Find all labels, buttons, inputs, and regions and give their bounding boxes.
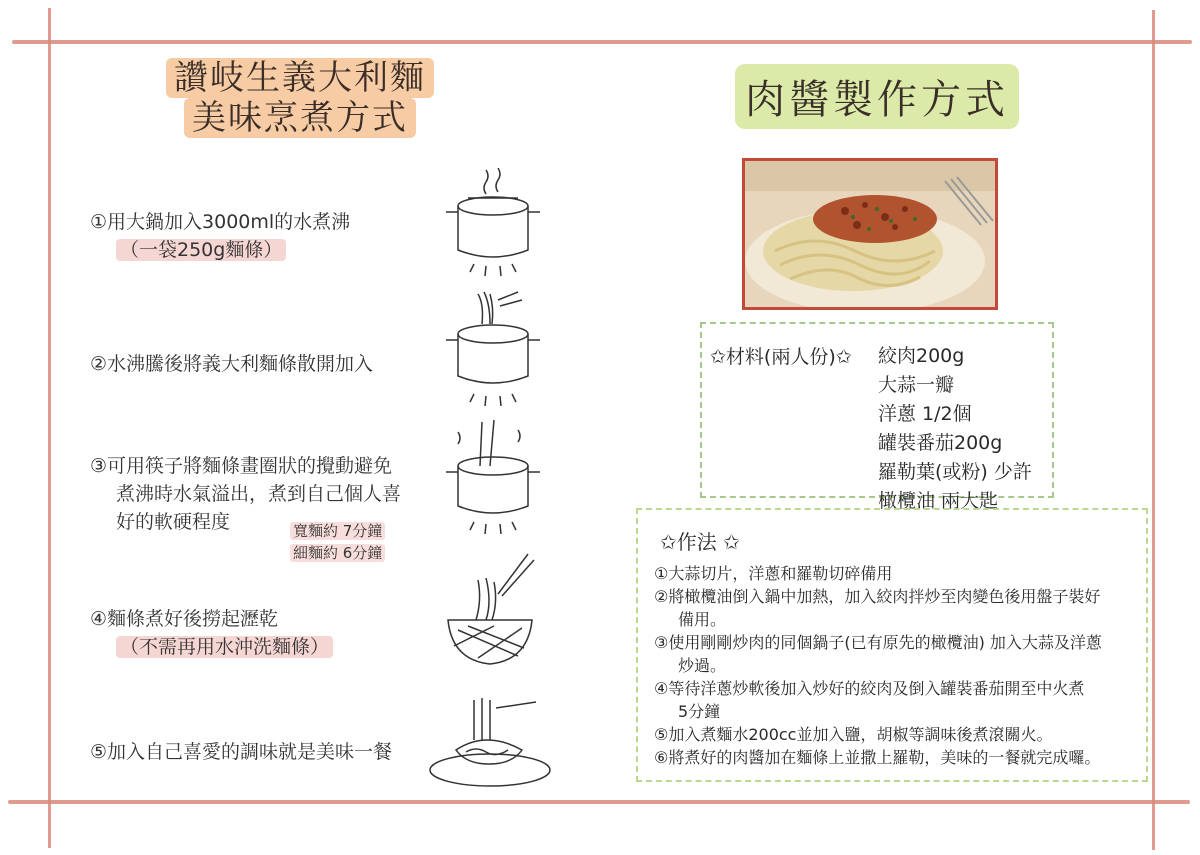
method-step-4-cont: 5分鐘 <box>678 702 721 721</box>
boiling-pot-icon <box>438 168 548 280</box>
step-1 <box>90 208 410 264</box>
frame-bottom-line <box>8 800 1190 804</box>
step-1-text: ①用大鍋加入3000ml的水煮沸 <box>90 211 351 233</box>
pot-with-chopsticks-icon <box>438 418 548 538</box>
step-5-text: ⑤加入自己喜愛的調味就是美味一餐 <box>90 741 393 763</box>
ingredient-item: 洋蔥 1/2個 <box>878 403 972 425</box>
method-box <box>636 508 1148 782</box>
method-step-6: ⑥將煮好的肉醬加在麵條上並撒上羅勒，美味的一餐就完成囉。 <box>654 748 1101 767</box>
ingredient-item: 大蒜一瓣 <box>878 374 955 396</box>
ingredient-item: 羅勒葉(或粉) 少許 <box>878 461 1032 483</box>
step-3-line3: 好的軟硬程度 <box>116 511 231 533</box>
right-title <box>712 64 1042 129</box>
strainer-icon <box>438 550 548 675</box>
step-3-line2: 煮沸時水氣溢出，煮到自己個人喜 <box>116 483 402 505</box>
frame-right-line <box>1152 10 1155 850</box>
left-title-line1: 讚岐生義大利麵 <box>166 58 434 98</box>
thin-noodle-time: 細麵約 6分鐘 <box>290 544 385 562</box>
cook-times <box>290 520 385 564</box>
step-1-note: （一袋250g麵條） <box>116 239 286 261</box>
method-step-2: ②將橄欖油倒入鍋中加熱，加入絞肉拌炒至肉變色後用盤子裝好 <box>654 587 1101 606</box>
method-step-3: ③使用剛剛炒肉的同個鍋子(已有原先的橄欖油) 加入大蒜及洋蔥 <box>654 633 1102 652</box>
method-list <box>654 562 1138 769</box>
step-2-text: ②水沸騰後將義大利麵條散開加入 <box>90 353 374 375</box>
method-step-3-cont: 炒過。 <box>678 656 727 675</box>
method-step-4: ④等待洋蔥炒軟後加入炒好的絞肉及倒入罐裝番茄開至中火煮 <box>654 679 1085 698</box>
step-3-line1: ③可用筷子將麵條畫圈狀的攪動避免 <box>90 455 393 477</box>
method-step-5: ⑤加入煮麵水200cc並加入鹽，胡椒等調味後煮滾關火。 <box>654 725 1053 744</box>
ingredient-item: 絞肉200g <box>878 345 965 367</box>
pot-with-noodles-icon <box>438 290 548 410</box>
bolognese-photo <box>742 158 998 310</box>
pasta-plate-icon <box>426 690 556 790</box>
step-4-text: ④麵條煮好後撈起瀝乾 <box>90 608 279 630</box>
ingredient-item: 橄欖油 兩大匙 <box>878 490 999 512</box>
step-3 <box>90 452 430 562</box>
left-title-line2: 美味烹煮方式 <box>184 98 416 138</box>
ingredient-item: 罐裝番茄200g <box>878 432 1003 454</box>
method-step-1: ①大蒜切片，洋蔥和羅勒切碎備用 <box>654 564 893 583</box>
frame-left-line <box>48 8 51 848</box>
method-step-2-cont: 備用。 <box>678 610 727 629</box>
method-title: ✩作法 ✩ <box>660 530 740 554</box>
ingredients-box <box>700 322 1054 512</box>
wide-noodle-time: 寬麵約 7分鐘 <box>290 522 385 540</box>
ingredients-list <box>878 342 1032 516</box>
step-5 <box>90 738 430 766</box>
step-4-note: （不需再用水沖洗麵條） <box>116 636 333 658</box>
ingredients-label: ✩材料(兩人份)✩ <box>710 346 852 368</box>
step-4 <box>90 605 410 661</box>
frame-top-line <box>12 40 1192 44</box>
right-title-text: 肉醬製作方式 <box>735 64 1019 129</box>
step-2 <box>90 350 420 378</box>
left-title <box>150 58 450 138</box>
